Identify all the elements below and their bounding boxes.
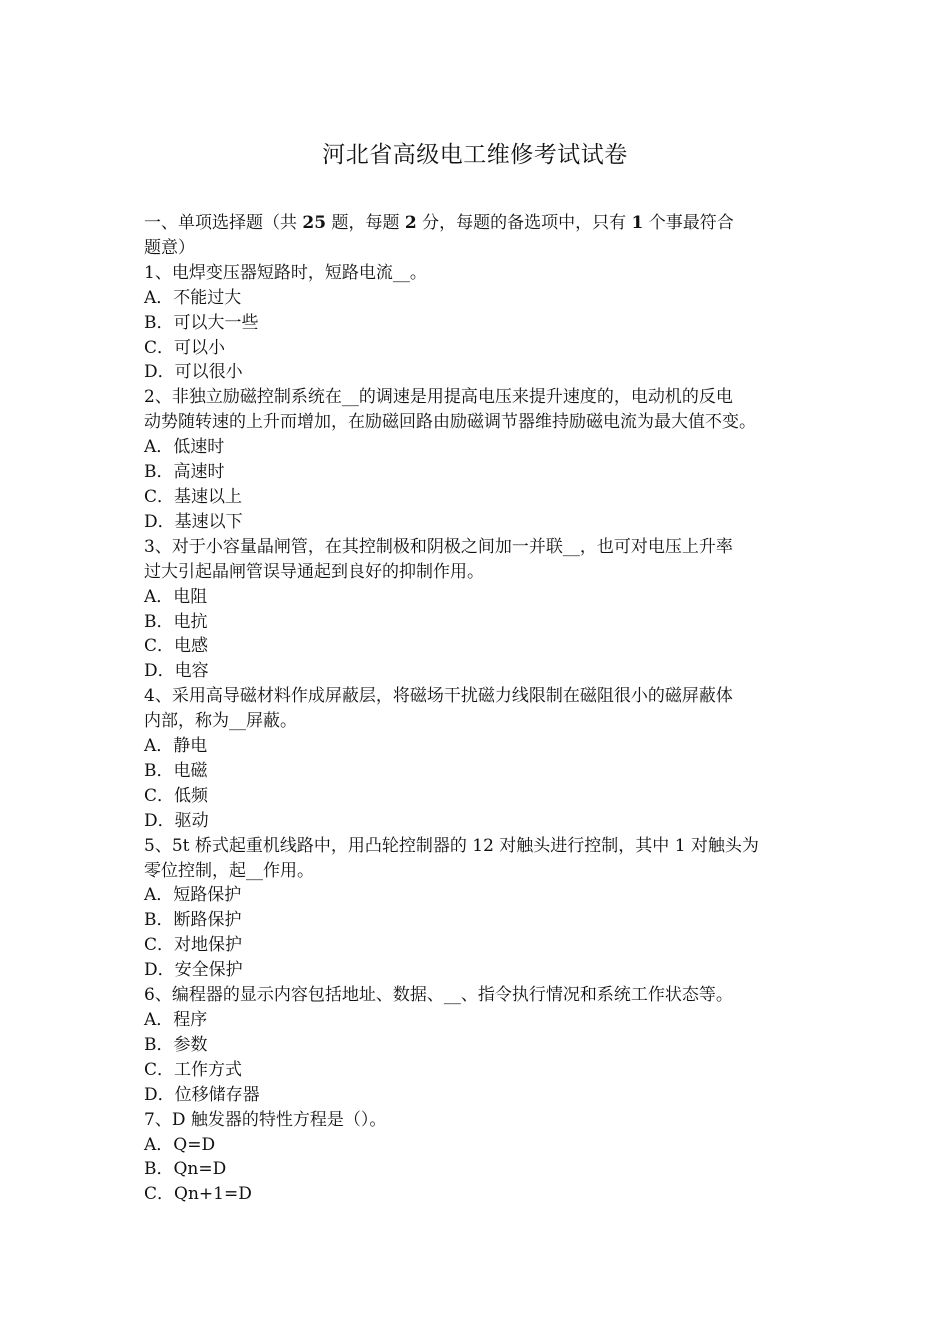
section-heading-text: 个事最符合 xyxy=(643,213,734,233)
question-count: 25 xyxy=(302,213,327,233)
question-3-option-a: A．电阻 xyxy=(144,586,208,607)
question-1-option-b: B．可以大一些 xyxy=(144,312,259,333)
question-5-option-d: D．安全保护 xyxy=(144,960,243,981)
section-heading-text: 一、单项选择题（共 xyxy=(144,213,303,233)
question-2-text-continued: 动势随转速的上升而增加，在励磁回路由励磁调节器维持励磁电流为最大值不变。 xyxy=(144,412,756,433)
question-3-text-continued: 过大引起晶闸管误导通起到良好的抑制作用。 xyxy=(144,561,484,582)
document-title: 河北省高级电工维修考试试卷 xyxy=(322,142,628,168)
question-2-text: 2、非独立励磁控制系统在__的调速是用提高电压来提升速度的，电动机的反电 xyxy=(144,387,733,408)
question-6-option-d: D．位移储存器 xyxy=(144,1084,260,1105)
exam-content xyxy=(144,211,820,1207)
question-6-option-c: C．工作方式 xyxy=(144,1059,243,1080)
section-heading-continued: 题意） xyxy=(144,237,195,258)
question-4-option-b: B．电磁 xyxy=(144,760,208,781)
question-6-text: 6、编程器的显示内容包括地址、数据、__、指令执行情况和系统工作状态等。 xyxy=(144,985,733,1006)
question-7-option-a: A．Q=D xyxy=(144,1134,216,1155)
question-1-option-a: A．不能过大 xyxy=(144,287,242,308)
question-6-option-a: A．程序 xyxy=(144,1010,208,1030)
question-2-option-b: B．高速时 xyxy=(144,462,225,483)
question-5-option-c: C．对地保护 xyxy=(144,935,243,956)
question-4-option-c: C．低频 xyxy=(144,785,209,806)
section-heading-text: 分，每题的备选项中，只有 xyxy=(416,213,632,233)
question-1-option-d: D．可以很小 xyxy=(144,362,243,383)
section-heading xyxy=(144,211,820,236)
question-7-option-b: B．Qn=D xyxy=(144,1159,227,1180)
question-3-text: 3、对于小容量晶闸管，在其控制极和阴极之间加一并联__，也可对电压上升率 xyxy=(144,536,733,557)
question-3-option-b: B．电抗 xyxy=(144,611,208,632)
question-6-option-b: B．参数 xyxy=(144,1034,208,1055)
question-7-text: 7、D 触发器的特性方程是（）。 xyxy=(144,1109,387,1130)
correct-option-count: 1 xyxy=(631,213,644,233)
question-4-text: 4、采用高导磁材料作成屏蔽层，将磁场干扰磁力线限制在磁阻很小的磁屏蔽体 xyxy=(144,686,733,707)
question-5-text: 5、5t 桥式起重机线路中，用凸轮控制器的 12 对触头进行控制，其中 1 对触头为 xyxy=(144,835,759,856)
question-4-option-d: D．驱动 xyxy=(144,810,209,831)
question-5-option-b: B．断路保护 xyxy=(144,910,242,931)
question-2-option-c: C．基速以上 xyxy=(144,486,243,507)
question-4-option-a: A．静电 xyxy=(144,736,208,757)
points-per-question: 2 xyxy=(404,213,417,233)
question-4-text-continued: 内部，称为__屏蔽。 xyxy=(144,711,297,732)
question-1-text: 1、电焊变压器短路时，短路电流__。 xyxy=(144,262,427,283)
question-3-option-d: D．电容 xyxy=(144,661,209,682)
question-1-option-c: C．可以小 xyxy=(144,337,226,358)
section-heading-text: 题，每题 xyxy=(326,213,405,233)
question-3-option-c: C．电感 xyxy=(144,636,209,657)
question-2-option-a: A．低速时 xyxy=(144,437,225,458)
question-7-option-c: C．Qn+1=D xyxy=(144,1184,252,1205)
question-5-option-a: A．短路保护 xyxy=(144,885,242,906)
question-2-option-d: D．基速以下 xyxy=(144,511,243,532)
question-5-text-continued: 零位控制，起__作用。 xyxy=(144,860,314,881)
